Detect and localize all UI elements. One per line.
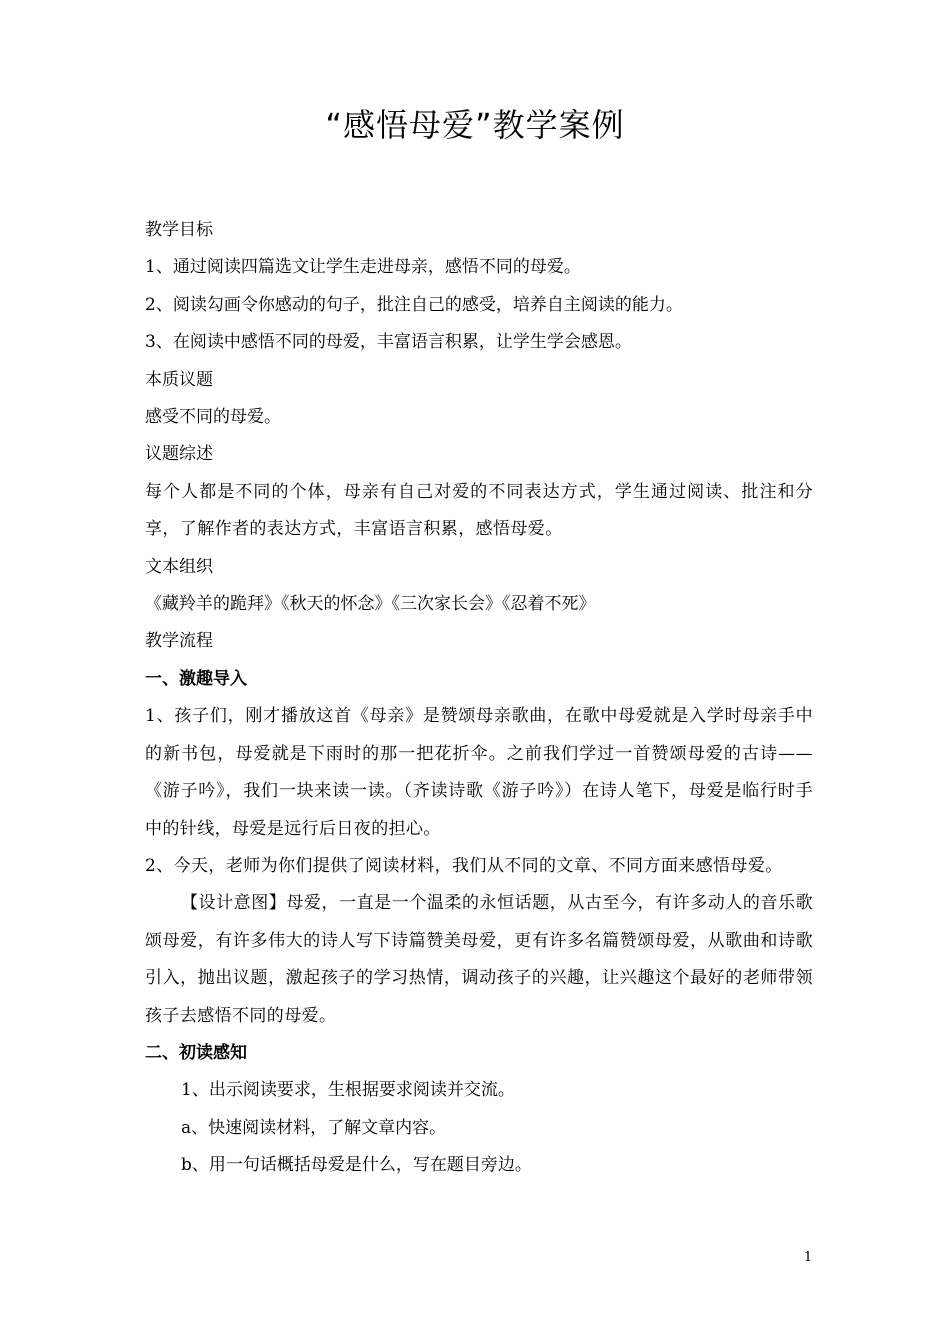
objective-1: 1、通过阅读四篇选文让学生走进母亲，感悟不同的母爱。: [145, 257, 581, 278]
texts-label: 文本组织: [145, 556, 213, 577]
objective-3: 3、在阅读中感悟不同的母爱，丰富语言积累，让学生学会感恩。: [145, 332, 632, 353]
section-1-paragraph-2: 2、今天，老师为你们提供了阅读材料，我们从不同的文章、不同方面来感悟母爱。: [145, 855, 783, 876]
section-2-item-a: a、快速阅读材料，了解文章内容。: [181, 1117, 447, 1138]
page-number: 1: [803, 1250, 813, 1265]
summary-label: 议题综述: [145, 444, 213, 465]
section-2-item-b: b、用一句话概括母爱是什么，写在题目旁边。: [181, 1155, 532, 1176]
design-intent-paragraph: 【设计意图】母爱，一直是一个温柔的永恒话题，从古至今，有许多动人的音乐歌颂母爱，有许多伟大的诗人写下诗篇赞美母爱，更有许多名篇赞颂母爱，从歌曲和诗歌引入，抛出议题，激起孩子的学习热情，调动孩子的兴趣，让兴趣这个最好的老师带领孩子去感悟不同的母爱。: [145, 893, 813, 1026]
process-label: 教学流程: [145, 631, 213, 652]
objectives-label: 教学目标: [145, 220, 213, 240]
section-1-heading: 一、激趣导入: [145, 668, 247, 689]
essential-text: 感受不同的母爱。: [145, 407, 281, 428]
section-2-item-1: 1、出示阅读要求，生根据要求阅读并交流。: [181, 1080, 515, 1101]
document-body: [145, 212, 813, 1185]
section-2-heading: 二、初读感知: [145, 1042, 247, 1063]
objective-2: 2、阅读勾画令你感动的句子，批注自己的感受，培养自主阅读的能力。: [145, 294, 683, 315]
essential-label: 本质议题: [145, 369, 213, 390]
texts-list: 《藏羚羊的跪拜》《秋天的怀念》《三次家长会》《忍着不死》: [145, 594, 596, 615]
summary-text: 每个人都是不同的个体，母亲有自己对爱的不同表达方式，学生通过阅读、批注和分享，了解作者的表达方式，丰富语言积累，感悟母爱。: [145, 481, 813, 540]
document-title: “感悟母爱”教学案例: [325, 106, 625, 144]
section-1-paragraph-1: 1、孩子们，刚才播放这首《母亲》是赞颂母亲歌曲，在歌中母爱就是入学时母亲手中的新书包，母爱就是下雨时的那一把花折伞。之前我们学过一首赞颂母爱的古诗——《游子吟》，我们一块来读一读。（齐读诗歌《游子吟》）在诗人笔下，母爱是临行时手中的针线，母爱是远行后日夜的担心。: [145, 706, 813, 839]
